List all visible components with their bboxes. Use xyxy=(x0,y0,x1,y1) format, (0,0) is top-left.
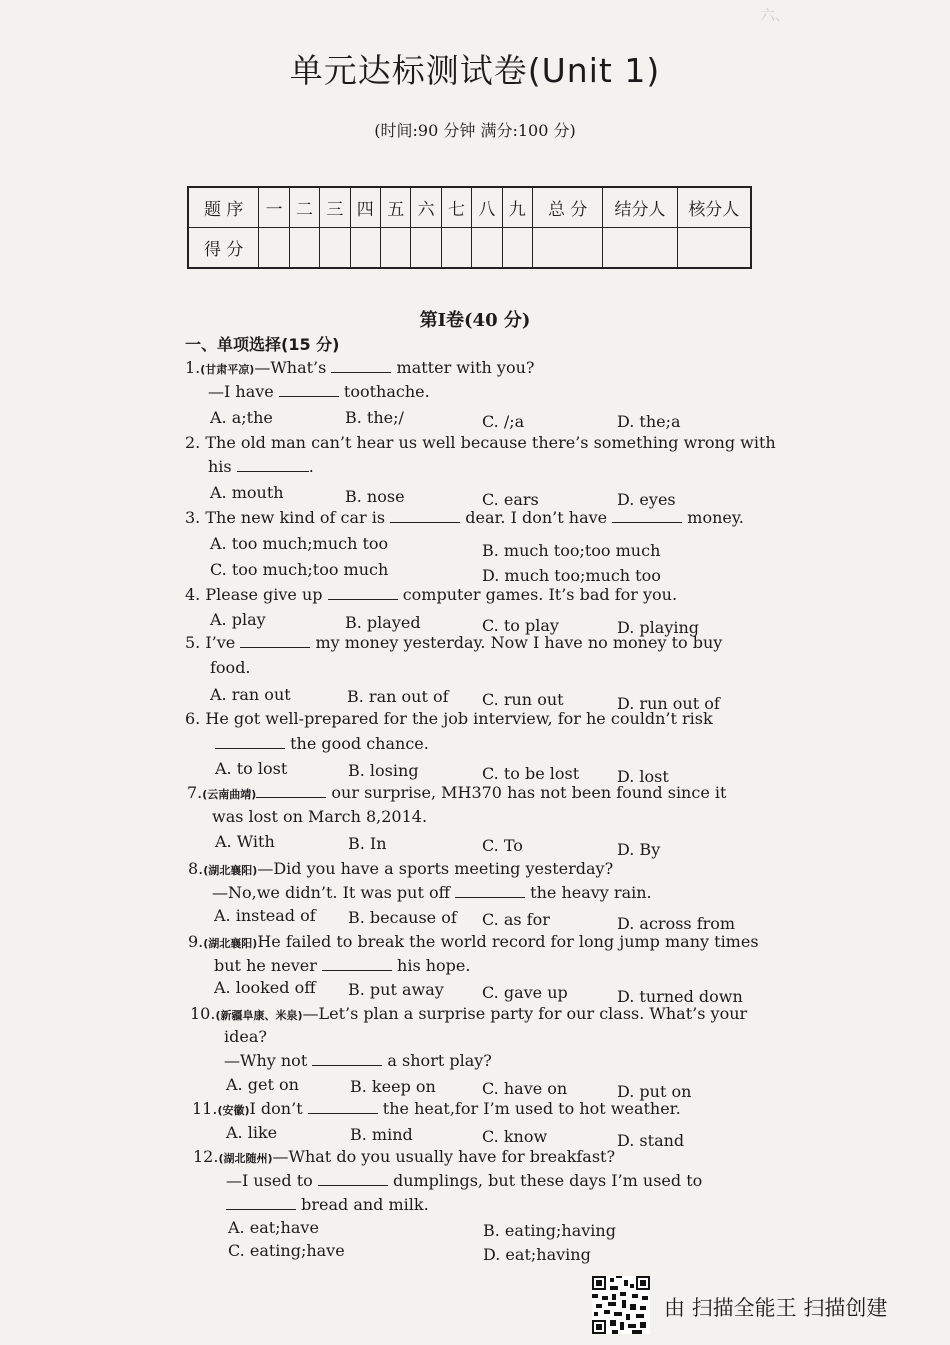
answer-blank[interactable] xyxy=(455,883,525,898)
score-table-header-cell: 四 xyxy=(350,187,380,228)
bleed-through-text: 六、 xyxy=(760,6,791,24)
question-number: 10. xyxy=(190,1004,216,1023)
question-text: dear. I don’t have xyxy=(460,508,613,527)
answer-option[interactable]: B. keep on xyxy=(350,1077,436,1096)
question-source: (云南曲靖) xyxy=(202,788,257,801)
answer-blank[interactable] xyxy=(322,956,392,971)
question-number: 12. xyxy=(193,1147,219,1166)
question-number: 5. xyxy=(185,633,201,652)
answer-blank[interactable] xyxy=(390,508,460,523)
answer-option[interactable]: D. playing xyxy=(617,618,700,637)
score-table-header-cell: 核分人 xyxy=(677,187,751,228)
question-source: (湖北襄阳) xyxy=(203,937,258,950)
score-cell xyxy=(350,228,380,269)
question-number: 9. xyxy=(188,932,204,951)
answer-option[interactable]: A. too much;much too xyxy=(210,534,389,553)
question-line xyxy=(185,358,534,377)
question-text: his xyxy=(208,457,237,476)
answer-option[interactable]: A. eat;have xyxy=(228,1218,319,1237)
answer-option[interactable]: D. across from xyxy=(617,914,736,933)
question-number: 6. xyxy=(185,709,201,728)
question-line xyxy=(226,1171,702,1190)
answer-option[interactable]: C. too much;too much xyxy=(210,560,389,579)
answer-blank[interactable] xyxy=(331,358,391,373)
answer-option[interactable]: C. To xyxy=(482,836,523,855)
scanner-caption: 由 扫描全能王 扫描创建 xyxy=(664,1296,888,1320)
question-text: —What’s xyxy=(254,358,332,377)
answer-option[interactable]: D. lost xyxy=(617,767,669,786)
score-table-header-row xyxy=(188,187,751,228)
page-title: 单元达标测试卷(Unit 1) xyxy=(289,51,661,90)
answer-option[interactable]: A. looked off xyxy=(214,978,316,997)
part-title: 一、单项选择(15 分) xyxy=(185,335,340,354)
question-text: He got well-prepared for the job interview, for he couldn’t risk xyxy=(205,709,713,728)
answer-option[interactable]: B. much too;too much xyxy=(482,541,661,560)
question-text: —Let’s plan a surprise party for our class. What’s your xyxy=(302,1004,748,1023)
question-text: his hope. xyxy=(391,956,471,975)
score-table xyxy=(187,186,752,269)
answer-option[interactable]: A. mouth xyxy=(210,483,284,502)
answer-option[interactable]: C. to be lost xyxy=(482,764,580,783)
question-text: my money yesterday. Now I have no money to buy xyxy=(310,633,723,652)
answer-option[interactable]: B. because of xyxy=(348,908,457,927)
answer-option[interactable]: A. to lost xyxy=(215,759,288,778)
question-text: dumplings, but these days I’m used to xyxy=(387,1171,703,1190)
question-line xyxy=(215,734,429,753)
score-cell xyxy=(381,228,411,269)
answer-option[interactable]: D. the;a xyxy=(617,412,681,431)
question-source: (湖北随州) xyxy=(218,1152,273,1165)
question-text: the good chance. xyxy=(285,734,429,753)
question-text: bread and milk. xyxy=(296,1195,429,1214)
answer-blank[interactable] xyxy=(215,734,285,749)
score-cell xyxy=(472,228,502,269)
question-text: our surprise, MH370 has not been found since it xyxy=(326,783,727,802)
answer-option[interactable]: A. a;the xyxy=(210,408,273,427)
question-text: the heat,for I’m used to hot weather. xyxy=(377,1099,681,1118)
question-line xyxy=(185,585,677,604)
question-line xyxy=(214,956,470,975)
answer-option[interactable]: C. run out xyxy=(482,690,564,709)
question-number: 4. xyxy=(185,585,201,604)
score-table-header-cell: 八 xyxy=(472,187,502,228)
answer-option[interactable]: A. like xyxy=(226,1123,278,1142)
question-line xyxy=(190,1004,747,1023)
answer-option[interactable]: B. losing xyxy=(348,761,419,780)
answer-option[interactable]: A. With xyxy=(215,832,275,851)
score-table-score-row xyxy=(188,228,751,269)
question-text: —No,we didn’t. It was put off xyxy=(212,883,456,902)
question-text: food. xyxy=(210,658,251,677)
answer-blank[interactable] xyxy=(256,783,326,798)
question-line xyxy=(210,658,251,677)
question-text: —I have xyxy=(208,382,279,401)
score-cell xyxy=(603,228,677,269)
answer-blank[interactable] xyxy=(312,1051,382,1066)
question-text: computer games. It’s bad for you. xyxy=(397,585,678,604)
score-cell xyxy=(532,228,602,269)
score-cell xyxy=(441,228,471,269)
answer-option[interactable]: B. the;/ xyxy=(345,408,404,427)
question-line xyxy=(212,807,427,826)
score-cell xyxy=(259,228,289,269)
answer-option[interactable]: B. put away xyxy=(348,980,444,999)
question-line xyxy=(224,1051,492,1070)
question-line xyxy=(188,932,759,951)
score-cell xyxy=(320,228,350,269)
answer-blank[interactable] xyxy=(328,585,398,600)
question-line xyxy=(212,883,652,902)
question-text: matter with you? xyxy=(391,358,535,377)
question-line xyxy=(188,859,613,878)
score-cell xyxy=(289,228,319,269)
question-number: 2. xyxy=(185,433,201,452)
answer-option[interactable]: A. ran out xyxy=(210,685,291,704)
question-text: . xyxy=(308,457,314,476)
scanner-footer xyxy=(592,1276,932,1336)
question-text: Please give up xyxy=(205,585,328,604)
section-title: 第Ⅰ卷(40 分) xyxy=(419,310,531,331)
score-table-header-cell: 二 xyxy=(289,187,319,228)
question-text: The new kind of car is xyxy=(205,508,391,527)
score-cell xyxy=(411,228,441,269)
score-row-label: 得 分 xyxy=(188,228,259,269)
question-text: but he never xyxy=(214,956,322,975)
answer-option[interactable]: C. gave up xyxy=(482,983,568,1002)
answer-option[interactable]: D. stand xyxy=(617,1131,685,1150)
answer-option[interactable]: A. play xyxy=(210,610,266,629)
answer-option[interactable]: C. eating;have xyxy=(228,1241,345,1260)
score-table-header-cell: 七 xyxy=(441,187,471,228)
answer-option[interactable]: D. much too;much too xyxy=(482,566,661,585)
answer-blank[interactable] xyxy=(612,508,682,523)
answer-option[interactable]: A. get on xyxy=(226,1075,299,1094)
answer-option[interactable]: B. eating;having xyxy=(483,1221,616,1240)
score-table-header-cell: 结分人 xyxy=(603,187,677,228)
question-text: idea? xyxy=(224,1027,267,1046)
question-line xyxy=(208,382,430,401)
question-text: toothache. xyxy=(338,382,430,401)
question-line xyxy=(226,1195,429,1214)
question-text: was lost on March 8,2014. xyxy=(212,807,428,826)
answer-option[interactable]: B. In xyxy=(348,834,387,853)
answer-blank[interactable] xyxy=(308,1099,378,1114)
question-line xyxy=(208,457,314,476)
answer-option[interactable]: C. know xyxy=(482,1127,548,1146)
question-source: (甘肃平凉) xyxy=(200,363,255,376)
answer-option[interactable]: C. /;a xyxy=(482,412,525,431)
question-number: 11. xyxy=(192,1099,218,1118)
question-source: (安徽) xyxy=(217,1104,250,1117)
question-source: (湖北襄阳) xyxy=(203,864,258,877)
question-line xyxy=(185,633,722,652)
question-source: (新疆阜康、米泉) xyxy=(215,1009,303,1022)
question-text: —Why not xyxy=(224,1051,313,1070)
question-text: I don’t xyxy=(249,1099,308,1118)
question-line xyxy=(185,709,713,728)
score-table-header-cell: 五 xyxy=(381,187,411,228)
answer-blank[interactable] xyxy=(240,633,310,648)
question-line xyxy=(187,783,726,802)
question-line xyxy=(192,1099,681,1118)
question-number: 7. xyxy=(187,783,203,802)
score-table-header-cell: 一 xyxy=(259,187,289,228)
answer-option[interactable]: B. ran out of xyxy=(347,687,449,706)
answer-option[interactable]: D. put on xyxy=(617,1082,692,1101)
answer-option[interactable]: D. eyes xyxy=(617,490,676,509)
answer-option[interactable]: A. instead of xyxy=(214,906,316,925)
question-text: a short play? xyxy=(382,1051,492,1070)
answer-option[interactable]: D. eat;having xyxy=(483,1245,591,1264)
score-cell xyxy=(677,228,751,269)
question-number: 3. xyxy=(185,508,201,527)
question-text: money. xyxy=(682,508,744,527)
answer-blank[interactable] xyxy=(226,1195,296,1210)
answer-blank[interactable] xyxy=(237,457,309,472)
answer-blank[interactable] xyxy=(279,382,339,397)
answer-option[interactable]: C. ears xyxy=(482,490,539,509)
question-text: The old man can’t hear us well because there’s something wrong with xyxy=(205,433,776,452)
question-text: —What do you usually have for breakfast? xyxy=(272,1147,616,1166)
answer-option[interactable]: B. played xyxy=(345,613,421,632)
answer-option[interactable]: C. to play xyxy=(482,616,559,635)
question-line xyxy=(224,1027,267,1046)
question-text: I’ve xyxy=(205,633,241,652)
question-text: —I used to xyxy=(226,1171,318,1190)
question-line xyxy=(185,433,776,452)
score-cell xyxy=(502,228,532,269)
score-table-header-cell: 三 xyxy=(320,187,350,228)
question-number: 1. xyxy=(185,358,201,377)
answer-option[interactable]: C. as for xyxy=(482,910,550,929)
answer-option[interactable]: D. turned down xyxy=(617,987,743,1006)
question-line xyxy=(193,1147,615,1166)
score-table-header-cell: 九 xyxy=(502,187,532,228)
question-text: the heavy rain. xyxy=(525,883,652,902)
answer-option[interactable]: D. By xyxy=(617,840,661,859)
question-text: —Did you have a sports meeting yesterday? xyxy=(257,859,614,878)
question-line xyxy=(185,508,744,527)
answer-option[interactable]: C. have on xyxy=(482,1079,568,1098)
answer-option[interactable]: B. mind xyxy=(350,1125,413,1144)
score-table-header-cell: 六 xyxy=(411,187,441,228)
answer-option[interactable]: B. nose xyxy=(345,487,405,506)
score-table-header-cell: 题 序 xyxy=(188,187,259,228)
page-subtitle: (时间:90 分钟 满分:100 分) xyxy=(374,121,576,140)
answer-option[interactable]: D. run out of xyxy=(617,694,720,713)
qr-code-icon xyxy=(592,1276,650,1334)
question-number: 8. xyxy=(188,859,204,878)
answer-blank[interactable] xyxy=(318,1171,388,1186)
question-text: He failed to break the world record for long jump many times xyxy=(257,932,759,951)
score-table-header-cell: 总 分 xyxy=(532,187,602,228)
